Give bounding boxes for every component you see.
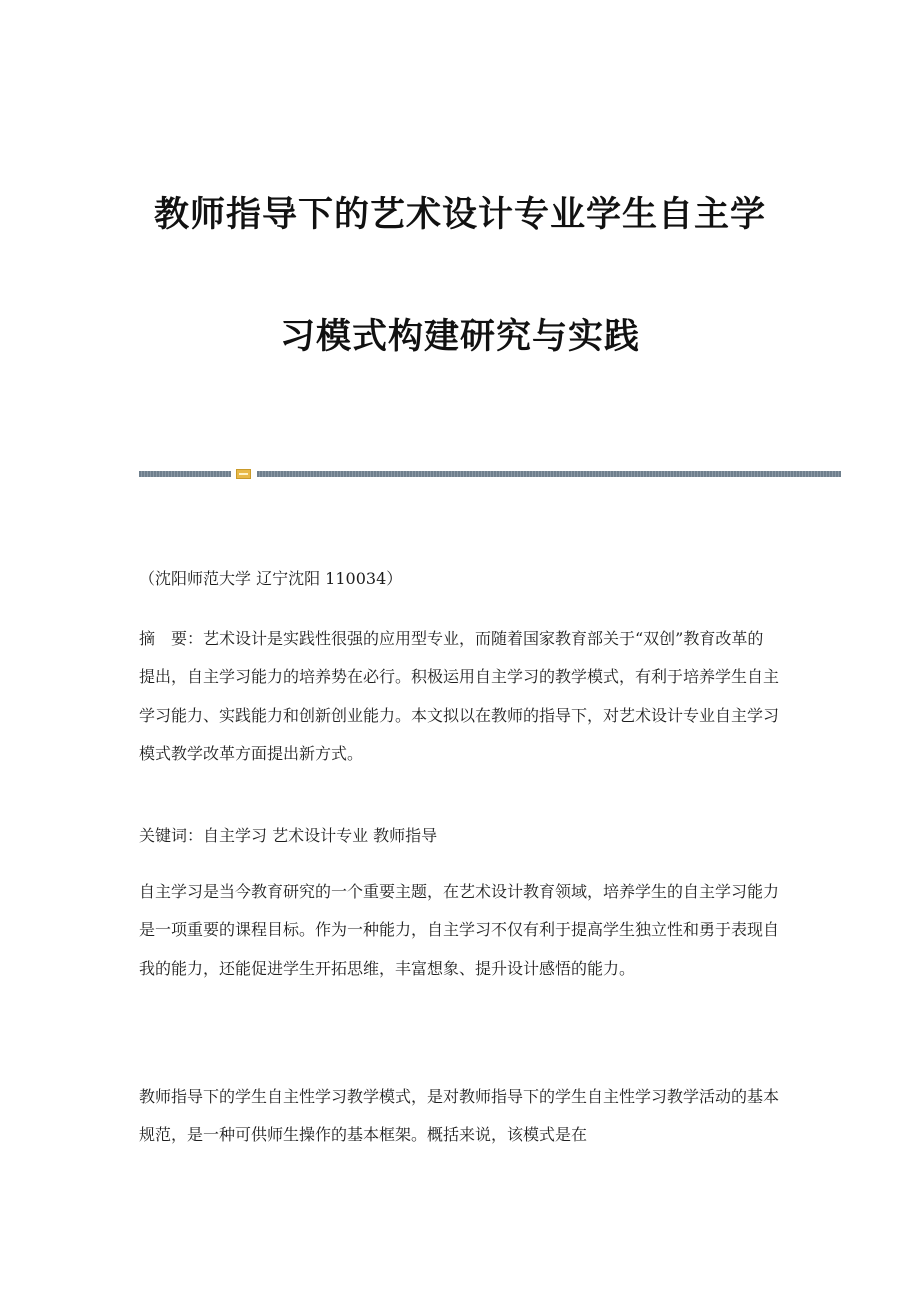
body-paragraph-2: 教师指导下的学生自主性学习教学模式，是对教师指导下的学生自主性学习教学活动的基本规范，是一种可供师生操作的基本框架。概括来说，该模式是在	[139, 1087, 780, 1145]
keywords-line: 关键词：自主学习 艺术设计专业 教师指导	[139, 826, 438, 845]
divider-bar-left	[139, 471, 231, 477]
decorative-divider	[139, 468, 841, 480]
divider-bar-right	[257, 471, 841, 477]
abstract-paragraph: 摘 要：艺术设计是实践性很强的应用型专业，而随着国家教育部关于“双创”教育改革的提出，自主学习能力的培养势在必行。积极运用自主学习的教学模式，有利于培养学生自主学习能力、实践能力和创新创业能力。本文拟以在教师的指导下，对艺术设计专业自主学习模式教学改革方面提出新方式。	[139, 629, 780, 763]
document-title-line-1: 教师指导下的艺术设计专业学生自主学	[153, 195, 766, 235]
document-title-line-2: 习模式构建研究与实践	[279, 317, 640, 357]
author-affiliation: （沈阳师范大学 辽宁沈阳 110034）	[139, 569, 403, 588]
divider-ornament-icon	[236, 469, 251, 479]
body-paragraph-1: 自主学习是当今教育研究的一个重要主题，在艺术设计教育领域，培养学生的自主学习能力是一项重要的课程目标。作为一种能力，自主学习不仅有利于提高学生独立性和勇于表现自我的能力，还能促进学生开拓思维，丰富想象、提升设计感悟的能力。	[139, 882, 780, 978]
